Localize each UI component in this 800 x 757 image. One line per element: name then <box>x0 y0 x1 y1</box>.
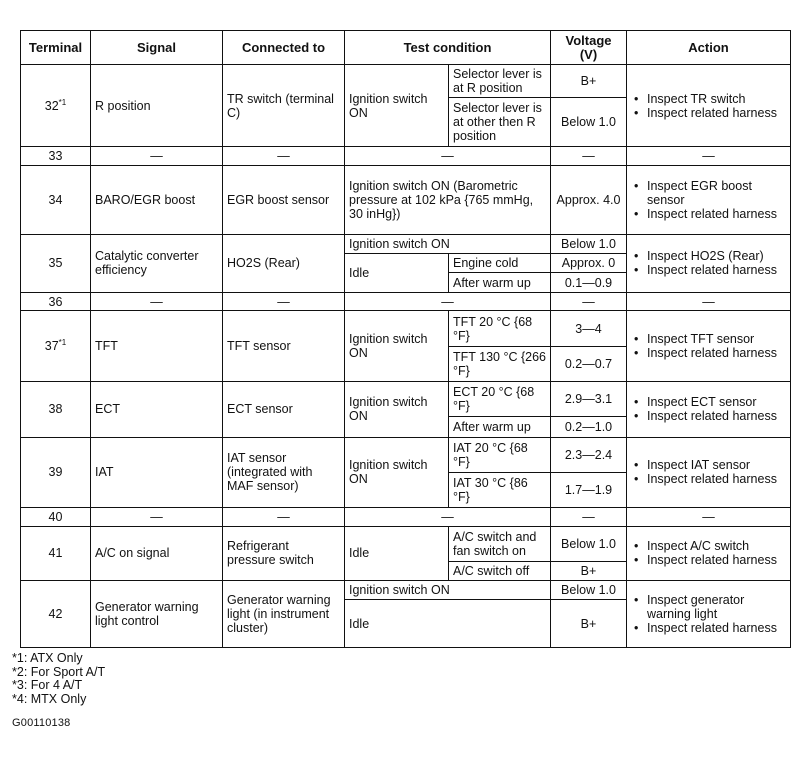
condition-cell: Ignition switch ON <box>345 580 551 600</box>
signal-cell: — <box>91 508 223 527</box>
action-item: • Inspect related harness <box>647 263 786 277</box>
action-cell: — <box>627 508 791 527</box>
voltage-cell: B+ <box>551 600 627 648</box>
action-cell <box>627 381 791 437</box>
condition-cell: Ignition switch ON <box>345 437 449 507</box>
terminal-voltage-table <box>20 30 791 648</box>
signal-cell: — <box>91 292 223 311</box>
condition-cell: Idle <box>345 253 449 292</box>
action-cell <box>627 65 791 147</box>
table-row <box>21 311 791 346</box>
table-row <box>21 292 791 311</box>
signal-cell: Generator warning light control <box>91 580 223 647</box>
connected-cell: TR switch (terminal C) <box>223 65 345 147</box>
sub-condition-cell: After warm up <box>449 417 551 438</box>
sub-condition-cell: A/C switch off <box>449 561 551 580</box>
sub-condition-cell: Selector lever is at other then R position <box>449 98 551 147</box>
voltage-cell: — <box>551 146 627 165</box>
connected-cell: — <box>223 146 345 165</box>
connected-cell: TFT sensor <box>223 311 345 381</box>
header-action: Action <box>627 31 791 65</box>
connected-cell: Generator warning light (in instrument cluster) <box>223 580 345 647</box>
footnote-mark: *1 <box>58 97 67 107</box>
signal-cell: R position <box>91 65 223 147</box>
table-row <box>21 165 791 234</box>
voltage-cell: Below 1.0 <box>551 526 627 561</box>
action-item: • Inspect A/C switch <box>647 539 786 553</box>
header-voltage-label: Voltage <box>565 32 612 48</box>
action-item: • Inspect TFT sensor <box>647 332 786 346</box>
header-voltage-unit: (V) <box>579 46 598 62</box>
table-row <box>21 526 791 561</box>
action-item: • Inspect related harness <box>647 621 786 635</box>
table-row <box>21 381 791 416</box>
table-row <box>21 65 791 98</box>
action-cell: — <box>627 292 791 311</box>
action-item: • Inspect related harness <box>647 409 786 423</box>
header-voltage <box>551 31 627 65</box>
header-row <box>21 31 791 65</box>
sub-condition-cell: ECT 20 °C {68 °F} <box>449 381 551 416</box>
voltage-cell: Below 1.0 <box>551 580 627 600</box>
action-item: • Inspect related harness <box>647 207 786 221</box>
footnotes <box>12 652 105 706</box>
signal-cell: ECT <box>91 381 223 437</box>
table-row <box>21 234 791 253</box>
terminal-cell: 40 <box>21 508 91 527</box>
action-cell <box>627 526 791 580</box>
action-cell <box>627 165 791 234</box>
voltage-cell: Below 1.0 <box>551 98 627 147</box>
sub-condition-cell: TFT 20 °C {68 °F} <box>449 311 551 346</box>
voltage-cell: 2.9—3.1 <box>551 381 627 416</box>
table-row <box>21 508 791 527</box>
voltage-cell: — <box>551 508 627 527</box>
terminal-cell <box>21 311 91 381</box>
action-item: • Inspect EGR boost sensor <box>647 179 786 207</box>
header-test-condition: Test condition <box>345 31 551 65</box>
sub-condition-cell: IAT 20 °C {68 °F} <box>449 437 551 472</box>
sub-condition-cell: After warm up <box>449 273 551 293</box>
action-item: • Inspect TR switch <box>647 92 786 106</box>
action-cell <box>627 580 791 647</box>
terminal-number: 32 <box>44 98 59 113</box>
connected-cell: EGR boost sensor <box>223 165 345 234</box>
signal-cell: Catalytic converter efficiency <box>91 234 223 292</box>
voltage-cell: Approx. 0 <box>551 253 627 273</box>
action-cell: — <box>627 146 791 165</box>
action-item: • Inspect HO2S (Rear) <box>647 249 786 263</box>
terminal-number: 37 <box>44 339 59 354</box>
connected-cell: — <box>223 508 345 527</box>
voltage-cell: B+ <box>551 561 627 580</box>
header-connected-to: Connected to <box>223 31 345 65</box>
signal-cell: BARO/EGR boost <box>91 165 223 234</box>
terminal-cell: 34 <box>21 165 91 234</box>
action-cell <box>627 437 791 507</box>
voltage-cell: 0.2—0.7 <box>551 346 627 381</box>
footnote: *1: ATX Only <box>12 651 83 665</box>
voltage-cell: 2.3—2.4 <box>551 437 627 472</box>
sub-condition-cell: TFT 130 °C {266 °F} <box>449 346 551 381</box>
terminal-cell: 39 <box>21 437 91 507</box>
condition-cell: Ignition switch ON <box>345 65 449 147</box>
table-row <box>21 580 791 600</box>
header-terminal: Terminal <box>21 31 91 65</box>
sub-condition-cell: IAT 30 °C {86 °F} <box>449 472 551 507</box>
figure-code: G00110138 <box>12 717 71 729</box>
action-item: • Inspect IAT sensor <box>647 458 786 472</box>
table-row <box>21 437 791 472</box>
voltage-cell: B+ <box>551 65 627 98</box>
table-row <box>21 146 791 165</box>
terminal-cell: 33 <box>21 146 91 165</box>
signal-cell: TFT <box>91 311 223 381</box>
condition-cell: — <box>345 292 551 311</box>
condition-cell: Ignition switch ON <box>345 381 449 437</box>
signal-cell: A/C on signal <box>91 526 223 580</box>
action-item: • Inspect related harness <box>647 346 786 360</box>
action-cell <box>627 311 791 381</box>
voltage-cell: 1.7—1.9 <box>551 472 627 507</box>
connected-cell: IAT sensor (integrated with MAF sensor) <box>223 437 345 507</box>
terminal-cell <box>21 65 91 147</box>
action-item: • Inspect related harness <box>647 472 786 486</box>
footnote: *3: For 4 A/T <box>12 678 83 692</box>
voltage-cell: 0.1—0.9 <box>551 273 627 293</box>
action-item: • Inspect ECT sensor <box>647 395 786 409</box>
header-signal: Signal <box>91 31 223 65</box>
sub-condition-cell: Engine cold <box>449 253 551 273</box>
connected-cell: Refrigerant pressure switch <box>223 526 345 580</box>
action-cell <box>627 234 791 292</box>
voltage-cell: Below 1.0 <box>551 234 627 253</box>
condition-cell: Ignition switch ON <box>345 234 551 253</box>
voltage-cell: — <box>551 292 627 311</box>
terminal-cell: 35 <box>21 234 91 292</box>
footnote-mark: *1 <box>58 338 67 347</box>
action-item: • Inspect generator warning light <box>647 593 786 621</box>
footnote: *2: For Sport A/T <box>12 664 106 679</box>
voltage-cell: 3—4 <box>551 311 627 346</box>
condition-cell: Idle <box>345 600 551 648</box>
terminal-cell: 41 <box>21 526 91 580</box>
connected-cell: — <box>223 292 345 311</box>
terminal-cell: 42 <box>21 580 91 647</box>
voltage-cell: 0.2—1.0 <box>551 417 627 438</box>
voltage-cell: Approx. 4.0 <box>551 165 627 234</box>
connected-cell: HO2S (Rear) <box>223 234 345 292</box>
condition-cell: — <box>345 146 551 165</box>
sub-condition-cell: Selector lever is at R position <box>449 65 551 98</box>
condition-cell: Ignition switch ON (Barometric pressure at 102 kPa {765 mmHg, 30 inHg}) <box>345 165 551 234</box>
action-item: • Inspect related harness <box>647 553 786 567</box>
condition-cell: Idle <box>345 526 449 580</box>
terminal-cell: 38 <box>21 381 91 437</box>
terminal-cell: 36 <box>21 292 91 311</box>
connected-cell: ECT sensor <box>223 381 345 437</box>
footnote: *4: MTX Only <box>12 691 87 706</box>
condition-cell: — <box>345 508 551 527</box>
signal-cell: IAT <box>91 437 223 507</box>
condition-cell: Ignition switch ON <box>345 311 449 381</box>
action-item: • Inspect related harness <box>647 106 786 120</box>
signal-cell: — <box>91 146 223 165</box>
sub-condition-cell: A/C switch and fan switch on <box>449 526 551 561</box>
